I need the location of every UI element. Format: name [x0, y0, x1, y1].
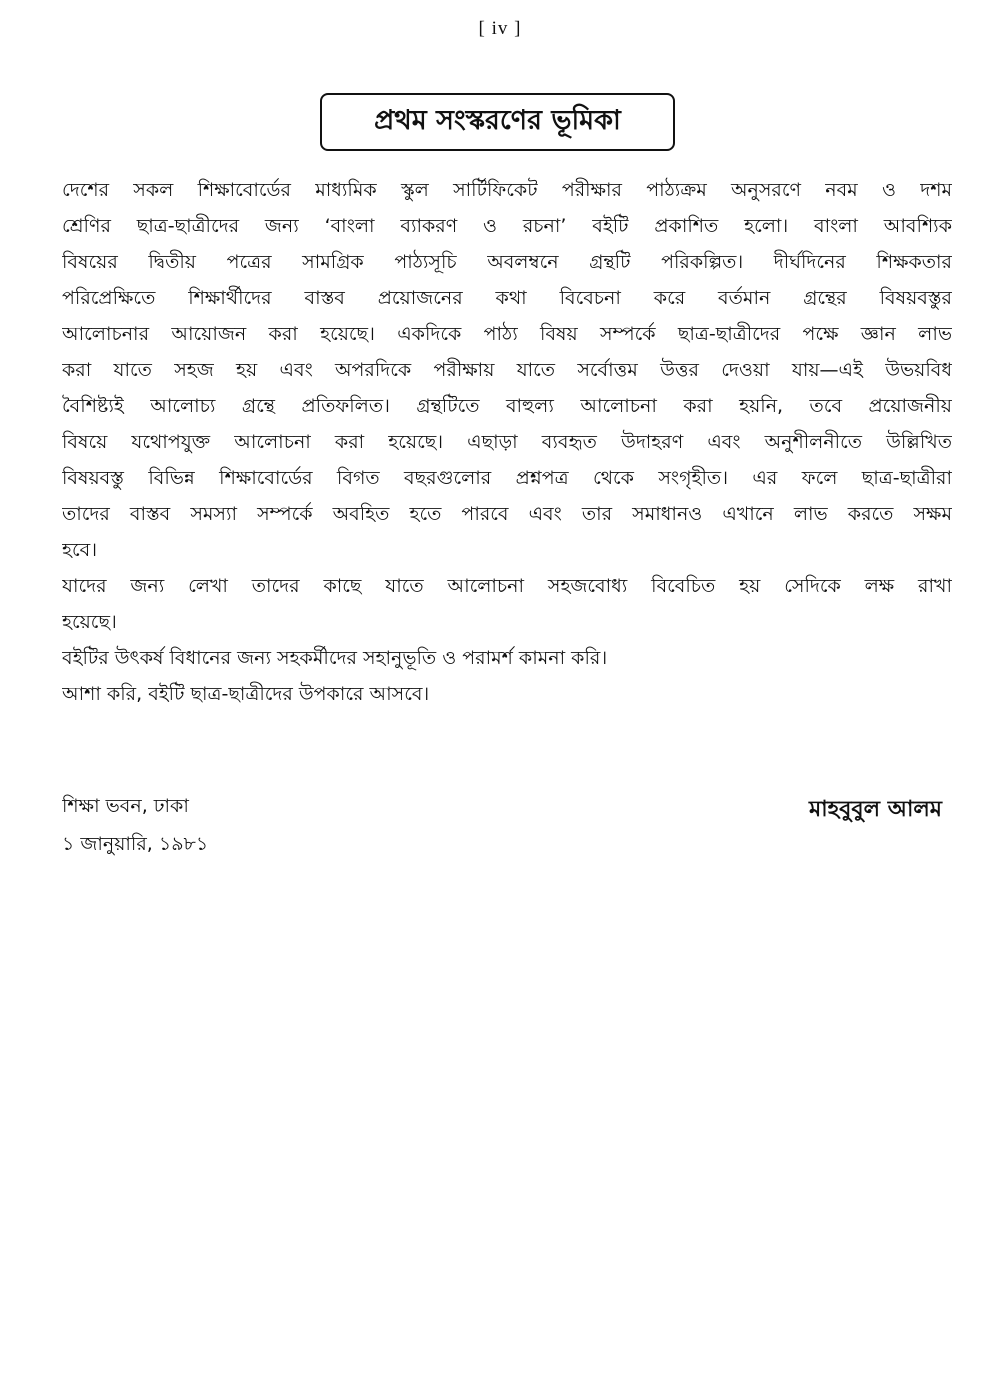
- paragraph-line: শ্রেণির ছাত্র-ছাত্রীদের জন্য ‘বাংলা ব্যাকরণ ও রচনা’ বইটি প্রকাশিত হলো। বাংলা আবশ্যিক: [62, 215, 952, 237]
- paragraph-line: আলোচনার আয়োজন করা হয়েছে। একদিকে পাঠ্য বিষয় সম্পর্কে ছাত্র-ছাত্রীদের পক্ষে জ্ঞান লাভ: [62, 323, 952, 345]
- paragraph-line: যাদের জন্য লেখা তাদের কাছে যাতে আলোচনা সহজবোধ্য বিবেচিত হয় সেদিকে লক্ষ রাখা: [62, 575, 952, 597]
- paragraph-line: বিষয়বস্তু বিভিন্ন শিক্ষাবোর্ডের বিগত বছরগুলোর প্রশ্নপত্র থেকে সংগৃহীত। এর ফলে ছাত্র-ছাত্রীরা: [62, 467, 952, 489]
- title-box: [320, 93, 675, 151]
- paragraph-line: বইটির উৎকর্ষ বিধানের জন্য সহকর্মীদের সহানুভূতি ও পরামর্শ কামনা করি।: [62, 647, 608, 669]
- paragraph-line: করা যাতে সহজ হয় এবং অপরদিকে পরীক্ষায় যাতে সর্বোত্তম উত্তর দেওয়া যায়—এই উভয়বিধ: [62, 359, 952, 381]
- paragraph-line: বিষয়ের দ্বিতীয় পত্রের সামগ্রিক পাঠ্যসূচি অবলম্বনে গ্রন্থটি পরিকল্পিত। দীর্ঘদিনের শিক্ষকতার: [62, 251, 952, 273]
- paragraph-line: বৈশিষ্ট্যই আলোচ্য গ্রন্থে প্রতিফলিত। গ্রন্থটিতে বাহুল্য আলোচনা করা হয়নি, তবে প্রয়োজনীয়: [62, 395, 952, 417]
- paragraph-line: হয়েছে।: [62, 611, 117, 633]
- paragraph-line: পরিপ্রেক্ষিতে শিক্ষার্থীদের বাস্তব প্রয়োজনের কথা বিবেচনা করে বর্তমান গ্রন্থের বিষয়বস্তুর: [62, 287, 952, 309]
- paragraph-line: বিষয়ে যথোপযুক্ত আলোচনা করা হয়েছে। এছাড়া ব্যবহৃত উদাহরণ এবং অনুশীলনীতে উল্লিখিত: [62, 431, 952, 453]
- paragraph-line: হবে।: [62, 539, 97, 561]
- author-signature: মাহবুবুল আলম: [809, 797, 942, 822]
- page-title: প্রথম সংস্করণের ভূমিকা: [374, 104, 621, 136]
- date: ১ জানুয়ারি, ১৯৮১: [62, 833, 209, 855]
- paragraph-line: দেশের সকল শিক্ষাবোর্ডের মাধ্যমিক স্কুল সার্টিফিকেট পরীক্ষার পাঠ্যক্রম অনুসরণে নবম ও দশম: [62, 179, 952, 201]
- paragraph-line: আশা করি, বইটি ছাত্র-ছাত্রীদের উপকারে আসবে।: [62, 683, 430, 705]
- place-date-block: [62, 787, 208, 863]
- paragraph-line: তাদের বাস্তব সমস্যা সম্পর্কে অবহিত হতে পারবে এবং তার সমাধানও এখানে লাভ করতে সক্ষম: [62, 503, 952, 525]
- page-number: [ iv ]: [478, 18, 522, 39]
- preface-body: [62, 172, 952, 712]
- place: শিক্ষা ভবন, ঢাকা: [62, 795, 189, 817]
